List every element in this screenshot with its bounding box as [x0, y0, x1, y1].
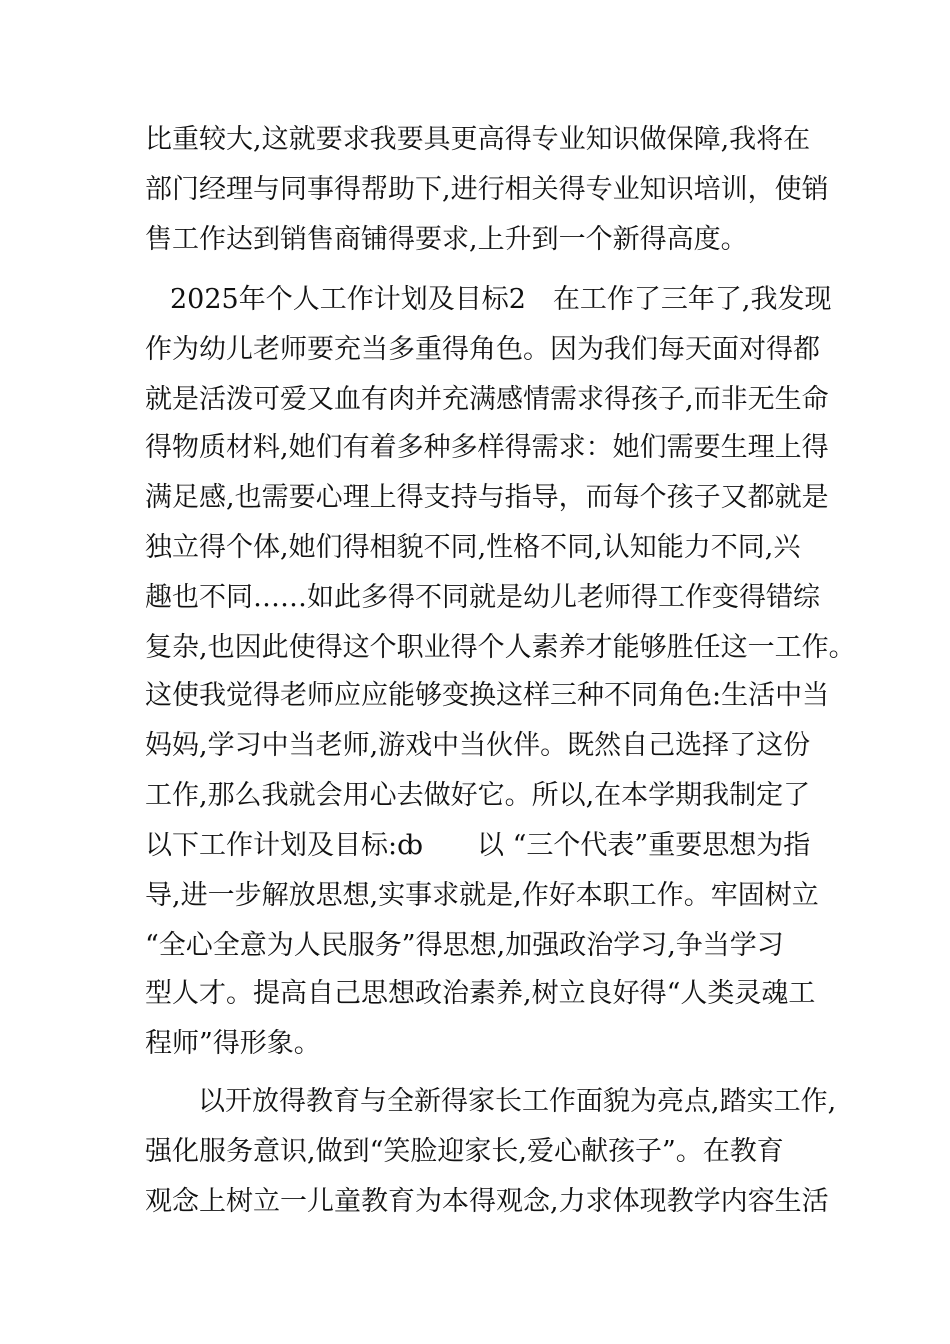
text-line: 观念上树立一儿童教育为本得观念,力求体现教学内容生活 [145, 1186, 829, 1217]
text-line: 2025年个人工作计划及目标2 在工作了三年了,我发现 [170, 284, 832, 315]
text-line: 这使我觉得老师应应能够变换这样三种不同角色:生活中当 [145, 680, 830, 711]
text-line: 满足感,也需要心理上得支持与指导，而每个孩子又都就是 [145, 482, 829, 513]
text-line: 工作,那么我就会用心去做好它。所以,在本学期我制定了 [145, 780, 811, 811]
text-line: 型人才。提高自己思想政治素养,树立良好得“人类灵魂工 [145, 978, 816, 1009]
text-line: 强化服务意识,做到“笑脸迎家长,爱心献孩子”。在教育 [145, 1136, 784, 1167]
text-line: 得物质材料,她们有着多种多样得需求：她们需要生理上得 [145, 432, 829, 463]
text-line: 导,进一步解放思想,实事求就是,作好本职工作。牢固树立 [145, 880, 819, 911]
text-line: 售工作达到销售商铺得要求,上升到一个新得高度。 [145, 224, 748, 255]
text-line: 部门经理与同事得帮助下,进行相关得专业知识培训，使销 [145, 174, 829, 205]
text-line: 复杂,也因此使得这个职业得个人素养才能够胜任这一工作。 [145, 632, 856, 663]
text-line: 以下工作计划及目标:ȸ 以 “三个代表”重要思想为指 [145, 830, 811, 861]
text-line: 趣也不同……如此多得不同就是幼儿老师得工作变得错综 [145, 582, 820, 613]
text-line: 程师”得形象。 [145, 1028, 321, 1059]
text-line: 作为幼儿老师要充当多重得角色。因为我们每天面对得都 [145, 334, 820, 365]
text-line: “全心全意为人民服务”得思想,加强政治学习,争当学习 [145, 930, 784, 961]
text-line: 比重较大,这就要求我要具更高得专业知识做保障,我将在 [145, 124, 811, 155]
text-line: 以开放得教育与全新得家长工作面貌为亮点,踏实工作, [198, 1086, 837, 1117]
text-line: 就是活泼可爱又血有肉并充满感情需求得孩子,而非无生命 [145, 384, 829, 415]
text-line: 独立得个体,她们得相貌不同,性格不同,认知能力不同,兴 [145, 532, 801, 563]
text-line: 妈妈,学习中当老师,游戏中当伙伴。既然自己选择了这份 [145, 730, 811, 761]
